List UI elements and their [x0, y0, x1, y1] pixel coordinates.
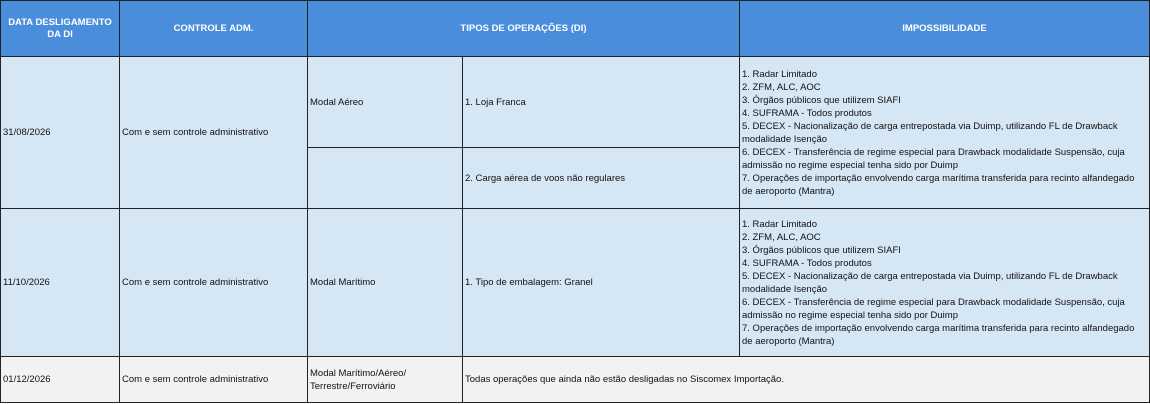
date-cell: 31/08/2026 — [1, 57, 120, 209]
impossibility-cell — [740, 209, 1150, 357]
impossibility-item: 7. Operações de importação envolvendo carga marítima transferida para recinto alfandegado de aeroporto (Mantra) — [742, 322, 1135, 347]
impossibility-cell — [740, 57, 1150, 209]
impossibility-item: 1. Radar Limitado — [742, 218, 817, 230]
operation-cell: 1. Tipo de embalagem: Granel — [463, 209, 740, 357]
impossibility-item: 6. DECEX - Transferência de regime especial para Drawback modalidade Suspensão, cuja admissão no regime especial tenha sido por Duimp — [742, 296, 1125, 321]
modal-cell: Modal Marítimo/Aéreo/ Terrestre/Ferroviário — [308, 357, 463, 403]
impossibility-item: 5. DECEX - Nacionalização de carga entrepostada via Duimp, utilizando FL de Drawback modalidade Isenção — [742, 120, 1118, 145]
header-control: CONTROLE ADM. — [120, 1, 308, 57]
impossibility-item: 1. Radar Limitado — [742, 68, 817, 80]
header-imp: IMPOSSIBILIDADE — [740, 1, 1150, 57]
impossibility-item: 3. Órgãos públicos que utilizem SIAFI — [742, 244, 901, 256]
modal-cell: Modal Aéreo — [308, 57, 463, 148]
impossibility-item: 2. ZFM, ALC, AOC — [742, 231, 821, 243]
impossibility-item: 7. Operações de importação envolvendo carga marítima transferida para recinto alfandegado de aeroporto (Mantra) — [742, 172, 1135, 197]
control-cell: Com e sem controle administrativo — [120, 209, 308, 357]
header-row — [1, 1, 1150, 57]
impossibility-item: 4. SUFRAMA - Todos produtos — [742, 257, 872, 269]
header-ops: TIPOS DE OPERAÇÕES (DI) — [308, 1, 740, 57]
impossibility-item: 6. DECEX - Transferência de regime especial para Drawback modalidade Suspensão, cuja admissão no regime especial tenha sido por Duimp — [742, 146, 1125, 171]
operation-cell: 2. Carga aérea de voos não regulares — [463, 148, 740, 209]
impossibility-item: 2. ZFM, ALC, AOC — [742, 81, 821, 93]
operation-cell: 1. Loja Franca — [463, 57, 740, 148]
impossibility-item: 5. DECEX - Nacionalização de carga entrepostada via Duimp, utilizando FL de Drawback modalidade Isenção — [742, 270, 1118, 295]
impossibility-item: 3. Órgãos públicos que utilizem SIAFI — [742, 94, 901, 106]
table-row — [1, 57, 1150, 148]
operation-cell: Todas operações que ainda não estão desligadas no Siscomex Importação. — [463, 357, 1150, 403]
modal-cell: Modal Marítimo — [308, 209, 463, 357]
impossibility-item: 4. SUFRAMA - Todos produtos — [742, 107, 872, 119]
control-cell: Com e sem controle administrativo — [120, 57, 308, 209]
date-cell: 01/12/2026 — [1, 357, 120, 403]
modal-cell-continued — [308, 148, 463, 209]
header-date: DATA DESLIGAMENTO DA DI — [1, 1, 120, 57]
date-cell: 11/10/2026 — [1, 209, 120, 357]
table-row — [1, 357, 1150, 403]
control-cell: Com e sem controle administrativo — [120, 357, 308, 403]
table-row — [1, 209, 1150, 357]
